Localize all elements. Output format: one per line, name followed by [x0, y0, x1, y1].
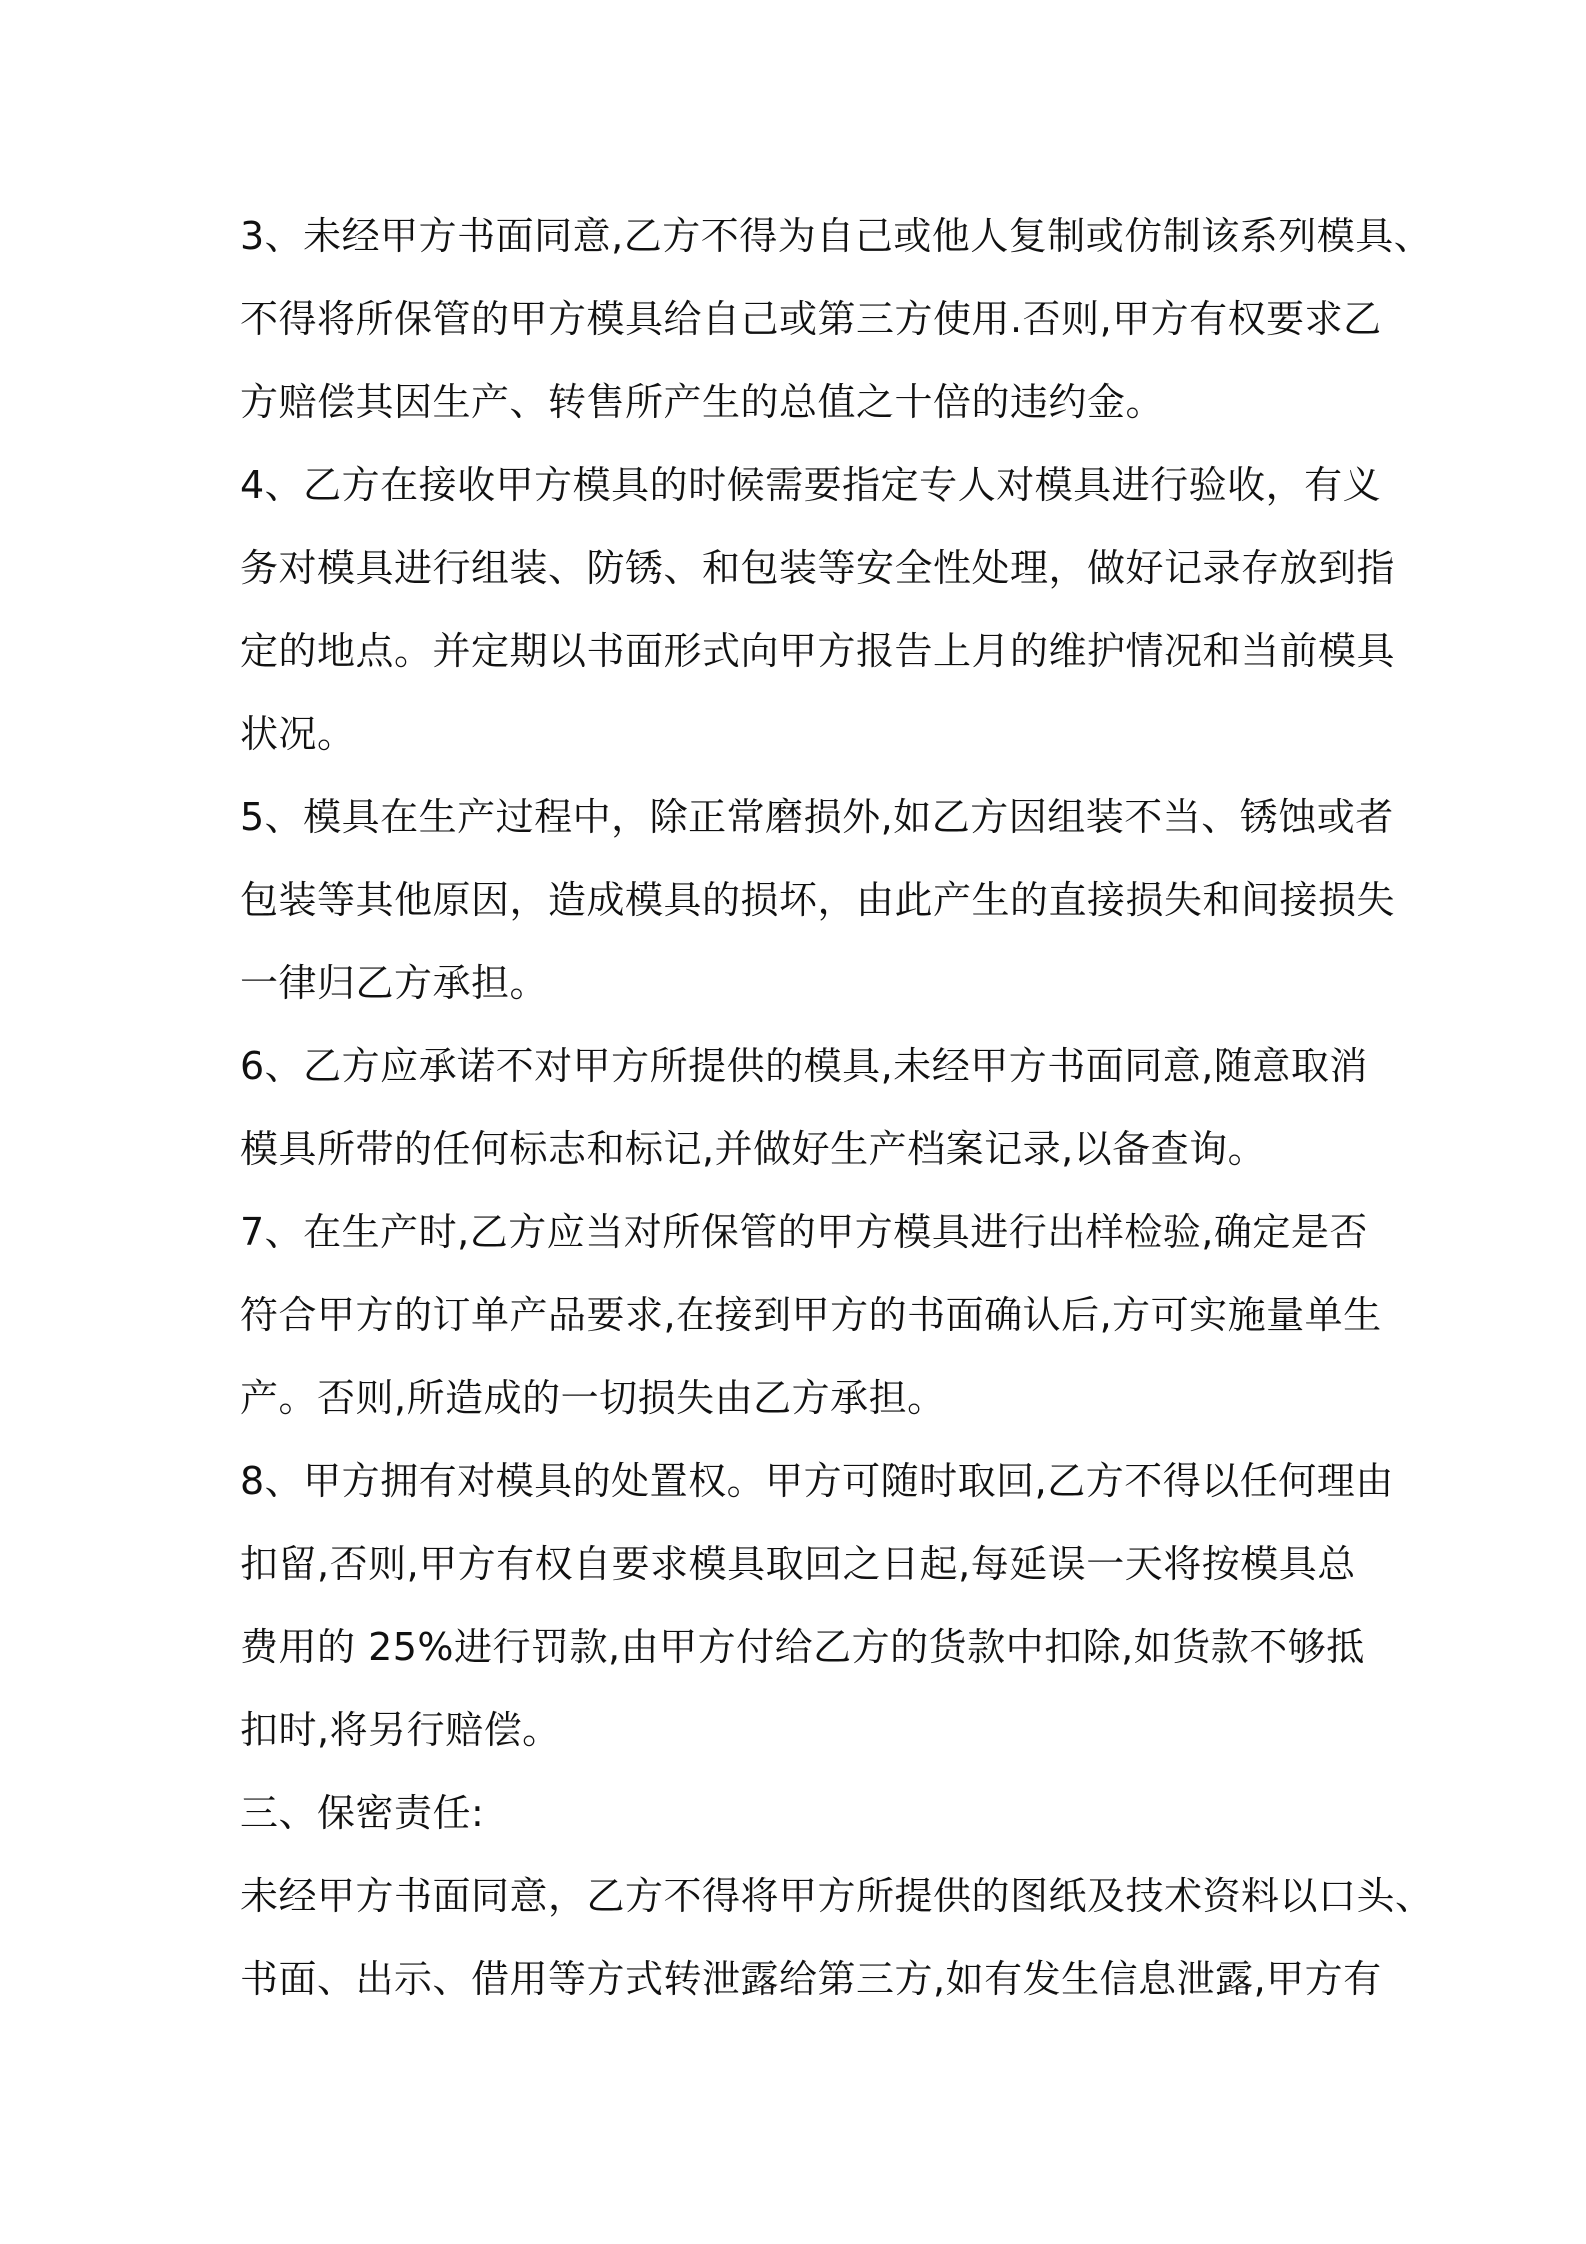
clause-4-line-3: 定的地点。并定期以书面形式向甲方报告上月的维护情况和当前模具: [240, 629, 1396, 673]
clause-7-line-1: 7、在生产时,乙方应当对所保管的甲方模具进行出样检验,确定是否: [240, 1210, 1368, 1254]
clause-4-line-4: 状况。: [240, 712, 356, 756]
confidentiality-line-1: 未经甲方书面同意，乙方不得将甲方所提供的图纸及技术资料以口头、: [240, 1874, 1434, 1918]
clause-7-line-2: 符合甲方的订单产品要求,在接到甲方的书面确认后,方可实施量单生: [240, 1293, 1382, 1337]
confidentiality-line-2: 书面、出示、借用等方式转泄露给第三方,如有发生信息泄露,甲方有: [240, 1957, 1382, 2001]
clause-5-line-2: 包装等其他原因，造成模具的损坏，由此产生的直接损失和间接损失: [240, 878, 1396, 922]
clause-3-line-3: 方赔偿其因生产、转售所产生的总值之十倍的违约金。: [240, 380, 1165, 424]
clause-8-line-3: 费用的 25%进行罚款,由甲方付给乙方的货款中扣除,如货款不够抵: [240, 1625, 1365, 1669]
clause-8-line-1: 8、甲方拥有对模具的处置权。甲方可随时取回,乙方不得以任何理由: [240, 1459, 1394, 1503]
clause-8-line-2: 扣留,否则,甲方有权自要求模具取回之日起,每延误一天将按模具总: [240, 1542, 1356, 1586]
section-heading-confidentiality: 三、保密责任:: [240, 1791, 485, 1835]
clause-3-line-2: 不得将所保管的甲方模具给自己或第三方使用.否则,甲方有权要求乙: [240, 297, 1382, 341]
clause-6-line-2: 模具所带的任何标志和标记,并做好生产档案记录,以备查询。: [240, 1127, 1267, 1171]
clause-7-line-3: 产。否则,所造成的一切损失由乙方承担。: [240, 1376, 946, 1420]
clause-8-line-4: 扣时,将另行赔偿。: [240, 1708, 561, 1752]
clause-4-line-1: 4、乙方在接收甲方模具的时候需要指定专人对模具进行验收，有义: [240, 463, 1382, 507]
clause-6-line-1: 6、乙方应承诺不对甲方所提供的模具,未经甲方书面同意,随意取消: [240, 1044, 1368, 1088]
document-body: [240, 195, 1434, 2021]
clause-4-line-2: 务对模具进行组装、防锈、和包装等安全性处理，做好记录存放到指: [240, 546, 1396, 590]
clause-3-line-1: 3、未经甲方书面同意,乙方不得为自己或他人复制或仿制该系列模具、: [240, 214, 1433, 258]
clause-5-line-1: 5、模具在生产过程中，除正常磨损外,如乙方因组装不当、锈蚀或者: [240, 795, 1394, 839]
clause-5-line-3: 一律归乙方承担。: [240, 961, 549, 1005]
